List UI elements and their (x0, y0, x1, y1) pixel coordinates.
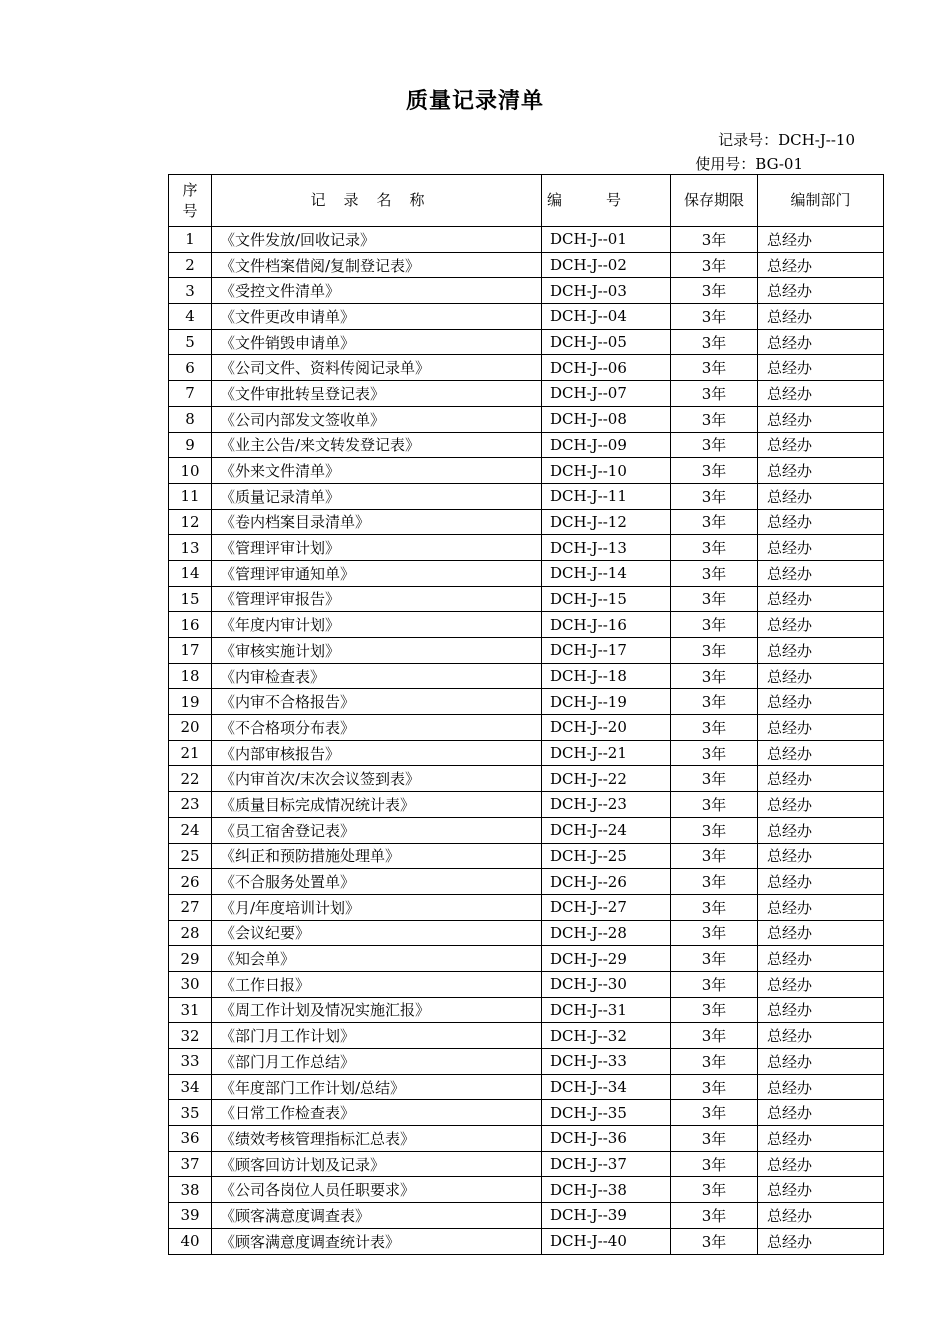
row-retention: 3年 (671, 252, 758, 278)
row-retention: 3年 (671, 920, 758, 946)
row-code: DCH-J--13 (542, 535, 671, 561)
header-record-name: 记录名称 (212, 175, 542, 227)
row-department: 总经办 (758, 509, 884, 535)
table-row (169, 509, 884, 535)
table-row (169, 1177, 884, 1203)
row-code: DCH-J--09 (542, 432, 671, 458)
table-row (169, 458, 884, 484)
row-record-name: 《文件档案借阅/复制登记表》 (212, 252, 542, 278)
table-row (169, 1023, 884, 1049)
row-retention: 3年 (671, 535, 758, 561)
header-code: 编号 (542, 175, 671, 227)
table-row (169, 894, 884, 920)
row-index: 20 (169, 715, 212, 741)
row-index: 33 (169, 1049, 212, 1075)
table-row (169, 381, 884, 407)
row-retention: 3年 (671, 715, 758, 741)
row-retention: 3年 (671, 740, 758, 766)
table-row (169, 638, 884, 664)
table-row (169, 1100, 884, 1126)
row-department: 总经办 (758, 432, 884, 458)
row-retention: 3年 (671, 971, 758, 997)
row-code: DCH-J--16 (542, 612, 671, 638)
row-record-name: 《管理评审计划》 (212, 535, 542, 561)
row-index: 13 (169, 535, 212, 561)
row-retention: 3年 (671, 946, 758, 972)
row-department: 总经办 (758, 740, 884, 766)
row-code: DCH-J--31 (542, 997, 671, 1023)
row-code: DCH-J--22 (542, 766, 671, 792)
row-code: DCH-J--14 (542, 560, 671, 586)
row-record-name: 《文件发放/回收记录》 (212, 227, 542, 253)
row-index: 32 (169, 1023, 212, 1049)
row-index: 16 (169, 612, 212, 638)
row-code: DCH-J--28 (542, 920, 671, 946)
row-code: DCH-J--35 (542, 1100, 671, 1126)
row-department: 总经办 (758, 894, 884, 920)
row-department: 总经办 (758, 817, 884, 843)
row-record-name: 《管理评审报告》 (212, 586, 542, 612)
row-department: 总经办 (758, 406, 884, 432)
row-index: 22 (169, 766, 212, 792)
row-record-name: 《日常工作检查表》 (212, 1100, 542, 1126)
row-retention: 3年 (671, 355, 758, 381)
row-record-name: 《顾客满意度调查统计表》 (212, 1228, 542, 1254)
row-department: 总经办 (758, 458, 884, 484)
row-record-name: 《不合服务处置单》 (212, 869, 542, 895)
row-record-name: 《质量目标完成情况统计表》 (212, 792, 542, 818)
row-index: 38 (169, 1177, 212, 1203)
table-row (169, 766, 884, 792)
row-code: DCH-J--02 (542, 252, 671, 278)
row-index: 9 (169, 432, 212, 458)
row-department: 总经办 (758, 971, 884, 997)
row-index: 14 (169, 560, 212, 586)
table-row (169, 1049, 884, 1075)
row-department: 总经办 (758, 997, 884, 1023)
row-record-name: 《文件更改申请单》 (212, 304, 542, 330)
row-record-name: 《会议纪要》 (212, 920, 542, 946)
row-index: 27 (169, 894, 212, 920)
row-index: 1 (169, 227, 212, 253)
row-code: DCH-J--38 (542, 1177, 671, 1203)
row-code: DCH-J--17 (542, 638, 671, 664)
row-index: 28 (169, 920, 212, 946)
table-row (169, 1074, 884, 1100)
header-department: 编制部门 (758, 175, 884, 227)
row-retention: 3年 (671, 483, 758, 509)
row-code: DCH-J--06 (542, 355, 671, 381)
row-department: 总经办 (758, 381, 884, 407)
table-row (169, 971, 884, 997)
row-department: 总经办 (758, 535, 884, 561)
row-code: DCH-J--33 (542, 1049, 671, 1075)
row-department: 总经办 (758, 689, 884, 715)
row-retention: 3年 (671, 817, 758, 843)
row-index: 8 (169, 406, 212, 432)
row-code: DCH-J--24 (542, 817, 671, 843)
row-record-name: 《月/年度培训计划》 (212, 894, 542, 920)
row-index: 5 (169, 329, 212, 355)
row-department: 总经办 (758, 612, 884, 638)
row-department: 总经办 (758, 560, 884, 586)
row-retention: 3年 (671, 329, 758, 355)
row-department: 总经办 (758, 1151, 884, 1177)
row-record-name: 《公司文件、资料传阅记录单》 (212, 355, 542, 381)
row-department: 总经办 (758, 843, 884, 869)
row-retention: 3年 (671, 843, 758, 869)
table-row (169, 432, 884, 458)
row-index: 12 (169, 509, 212, 535)
row-index: 2 (169, 252, 212, 278)
row-code: DCH-J--05 (542, 329, 671, 355)
row-index: 35 (169, 1100, 212, 1126)
row-code: DCH-J--04 (542, 304, 671, 330)
row-department: 总经办 (758, 663, 884, 689)
row-index: 23 (169, 792, 212, 818)
row-code: DCH-J--26 (542, 869, 671, 895)
row-index: 36 (169, 1126, 212, 1152)
row-department: 总经办 (758, 1023, 884, 1049)
row-code: DCH-J--12 (542, 509, 671, 535)
records-table (168, 174, 884, 1255)
row-record-name: 《纠正和预防措施处理单》 (212, 843, 542, 869)
record-number: 记录号：DCH-J--10 (718, 131, 855, 149)
row-retention: 3年 (671, 1100, 758, 1126)
row-code: DCH-J--40 (542, 1228, 671, 1254)
row-retention: 3年 (671, 458, 758, 484)
row-code: DCH-J--37 (542, 1151, 671, 1177)
row-retention: 3年 (671, 1228, 758, 1254)
table-row (169, 1151, 884, 1177)
table-row (169, 1228, 884, 1254)
row-retention: 3年 (671, 663, 758, 689)
table-row (169, 1126, 884, 1152)
table-row (169, 227, 884, 253)
row-code: DCH-J--32 (542, 1023, 671, 1049)
row-record-name: 《部门月工作总结》 (212, 1049, 542, 1075)
table-row (169, 355, 884, 381)
row-department: 总经办 (758, 252, 884, 278)
row-department: 总经办 (758, 355, 884, 381)
table-row (169, 792, 884, 818)
row-retention: 3年 (671, 304, 758, 330)
row-record-name: 《不合格项分布表》 (212, 715, 542, 741)
row-code: DCH-J--10 (542, 458, 671, 484)
row-retention: 3年 (671, 1049, 758, 1075)
header-index (169, 175, 212, 227)
row-index: 26 (169, 869, 212, 895)
row-record-name: 《质量记录清单》 (212, 483, 542, 509)
row-retention: 3年 (671, 766, 758, 792)
table-row (169, 612, 884, 638)
row-department: 总经办 (758, 1126, 884, 1152)
table-row (169, 997, 884, 1023)
table-row (169, 252, 884, 278)
row-record-name: 《公司各岗位人员任职要求》 (212, 1177, 542, 1203)
table-row (169, 663, 884, 689)
row-record-name: 《文件审批转呈登记表》 (212, 381, 542, 407)
row-record-name: 《内审首次/末次会议签到表》 (212, 766, 542, 792)
table-row (169, 817, 884, 843)
row-index: 11 (169, 483, 212, 509)
row-retention: 3年 (671, 1126, 758, 1152)
row-record-name: 《内审不合格报告》 (212, 689, 542, 715)
row-record-name: 《管理评审通知单》 (212, 560, 542, 586)
usage-number: 使用号：BG-01 (695, 155, 803, 173)
table-row (169, 586, 884, 612)
row-retention: 3年 (671, 612, 758, 638)
row-code: DCH-J--23 (542, 792, 671, 818)
row-code: DCH-J--36 (542, 1126, 671, 1152)
row-index: 40 (169, 1228, 212, 1254)
row-index: 30 (169, 971, 212, 997)
row-index: 17 (169, 638, 212, 664)
row-retention: 3年 (671, 792, 758, 818)
row-code: DCH-J--18 (542, 663, 671, 689)
row-retention: 3年 (671, 406, 758, 432)
row-record-name: 《部门月工作计划》 (212, 1023, 542, 1049)
row-record-name: 《年度部门工作计划/总结》 (212, 1074, 542, 1100)
row-index: 19 (169, 689, 212, 715)
row-retention: 3年 (671, 381, 758, 407)
row-code: DCH-J--25 (542, 843, 671, 869)
row-index: 24 (169, 817, 212, 843)
page-title: 质量记录清单 (405, 89, 544, 114)
row-code: DCH-J--03 (542, 278, 671, 304)
row-record-name: 《绩效考核管理指标汇总表》 (212, 1126, 542, 1152)
row-retention: 3年 (671, 997, 758, 1023)
row-record-name: 《业主公告/来文转发登记表》 (212, 432, 542, 458)
row-index: 21 (169, 740, 212, 766)
row-department: 总经办 (758, 1074, 884, 1100)
row-retention: 3年 (671, 1151, 758, 1177)
row-department: 总经办 (758, 792, 884, 818)
row-retention: 3年 (671, 1074, 758, 1100)
row-index: 29 (169, 946, 212, 972)
table-row (169, 946, 884, 972)
row-code: DCH-J--01 (542, 227, 671, 253)
row-record-name: 《工作日报》 (212, 971, 542, 997)
row-index: 7 (169, 381, 212, 407)
table-row (169, 1203, 884, 1229)
row-retention: 3年 (671, 638, 758, 664)
row-department: 总经办 (758, 278, 884, 304)
row-retention: 3年 (671, 894, 758, 920)
row-index: 3 (169, 278, 212, 304)
row-index: 6 (169, 355, 212, 381)
row-retention: 3年 (671, 586, 758, 612)
table-header-row (169, 175, 884, 227)
row-department: 总经办 (758, 638, 884, 664)
row-department: 总经办 (758, 1203, 884, 1229)
row-retention: 3年 (671, 869, 758, 895)
table-body (169, 227, 884, 1255)
row-retention: 3年 (671, 1023, 758, 1049)
row-record-name: 《员工宿舍登记表》 (212, 817, 542, 843)
row-code: DCH-J--07 (542, 381, 671, 407)
row-record-name: 《内部审核报告》 (212, 740, 542, 766)
row-retention: 3年 (671, 509, 758, 535)
row-code: DCH-J--20 (542, 715, 671, 741)
row-retention: 3年 (671, 227, 758, 253)
row-department: 总经办 (758, 1100, 884, 1126)
row-retention: 3年 (671, 560, 758, 586)
row-department: 总经办 (758, 766, 884, 792)
table-row (169, 843, 884, 869)
row-retention: 3年 (671, 432, 758, 458)
row-retention: 3年 (671, 689, 758, 715)
row-department: 总经办 (758, 946, 884, 972)
row-record-name: 《年度内审计划》 (212, 612, 542, 638)
table-row (169, 689, 884, 715)
row-department: 总经办 (758, 1228, 884, 1254)
row-record-name: 《顾客回访计划及记录》 (212, 1151, 542, 1177)
table-row (169, 740, 884, 766)
row-code: DCH-J--15 (542, 586, 671, 612)
header-index-line2: 号 (182, 201, 198, 220)
row-department: 总经办 (758, 483, 884, 509)
row-department: 总经办 (758, 304, 884, 330)
table-row (169, 329, 884, 355)
row-record-name: 《审核实施计划》 (212, 638, 542, 664)
row-index: 37 (169, 1151, 212, 1177)
row-record-name: 《文件销毁申请单》 (212, 329, 542, 355)
table-row (169, 278, 884, 304)
row-record-name: 《周工作计划及情况实施汇报》 (212, 997, 542, 1023)
row-record-name: 《知会单》 (212, 946, 542, 972)
table-row (169, 715, 884, 741)
row-index: 18 (169, 663, 212, 689)
table-row (169, 304, 884, 330)
row-department: 总经办 (758, 869, 884, 895)
table-row (169, 406, 884, 432)
row-retention: 3年 (671, 278, 758, 304)
table-row (169, 535, 884, 561)
row-code: DCH-J--30 (542, 971, 671, 997)
table-row (169, 869, 884, 895)
row-index: 31 (169, 997, 212, 1023)
row-index: 15 (169, 586, 212, 612)
row-department: 总经办 (758, 586, 884, 612)
row-retention: 3年 (671, 1177, 758, 1203)
row-department: 总经办 (758, 1049, 884, 1075)
header-index-line1: 序 (182, 180, 198, 199)
row-record-name: 《公司内部发文签收单》 (212, 406, 542, 432)
row-record-name: 《外来文件清单》 (212, 458, 542, 484)
row-retention: 3年 (671, 1203, 758, 1229)
row-record-name: 《卷内档案目录清单》 (212, 509, 542, 535)
row-index: 25 (169, 843, 212, 869)
row-department: 总经办 (758, 920, 884, 946)
row-code: DCH-J--34 (542, 1074, 671, 1100)
row-department: 总经办 (758, 1177, 884, 1203)
row-department: 总经办 (758, 715, 884, 741)
row-record-name: 《受控文件清单》 (212, 278, 542, 304)
table-row (169, 483, 884, 509)
row-code: DCH-J--21 (542, 740, 671, 766)
row-index: 10 (169, 458, 212, 484)
row-record-name: 《顾客满意度调查表》 (212, 1203, 542, 1229)
row-code: DCH-J--27 (542, 894, 671, 920)
row-department: 总经办 (758, 329, 884, 355)
row-index: 34 (169, 1074, 212, 1100)
row-code: DCH-J--08 (542, 406, 671, 432)
row-code: DCH-J--29 (542, 946, 671, 972)
header-retention: 保存期限 (671, 175, 758, 227)
row-code: DCH-J--39 (542, 1203, 671, 1229)
row-code: DCH-J--19 (542, 689, 671, 715)
row-department: 总经办 (758, 227, 884, 253)
row-code: DCH-J--11 (542, 483, 671, 509)
row-index: 39 (169, 1203, 212, 1229)
table-row (169, 560, 884, 586)
table-row (169, 920, 884, 946)
row-index: 4 (169, 304, 212, 330)
row-record-name: 《内审检查表》 (212, 663, 542, 689)
